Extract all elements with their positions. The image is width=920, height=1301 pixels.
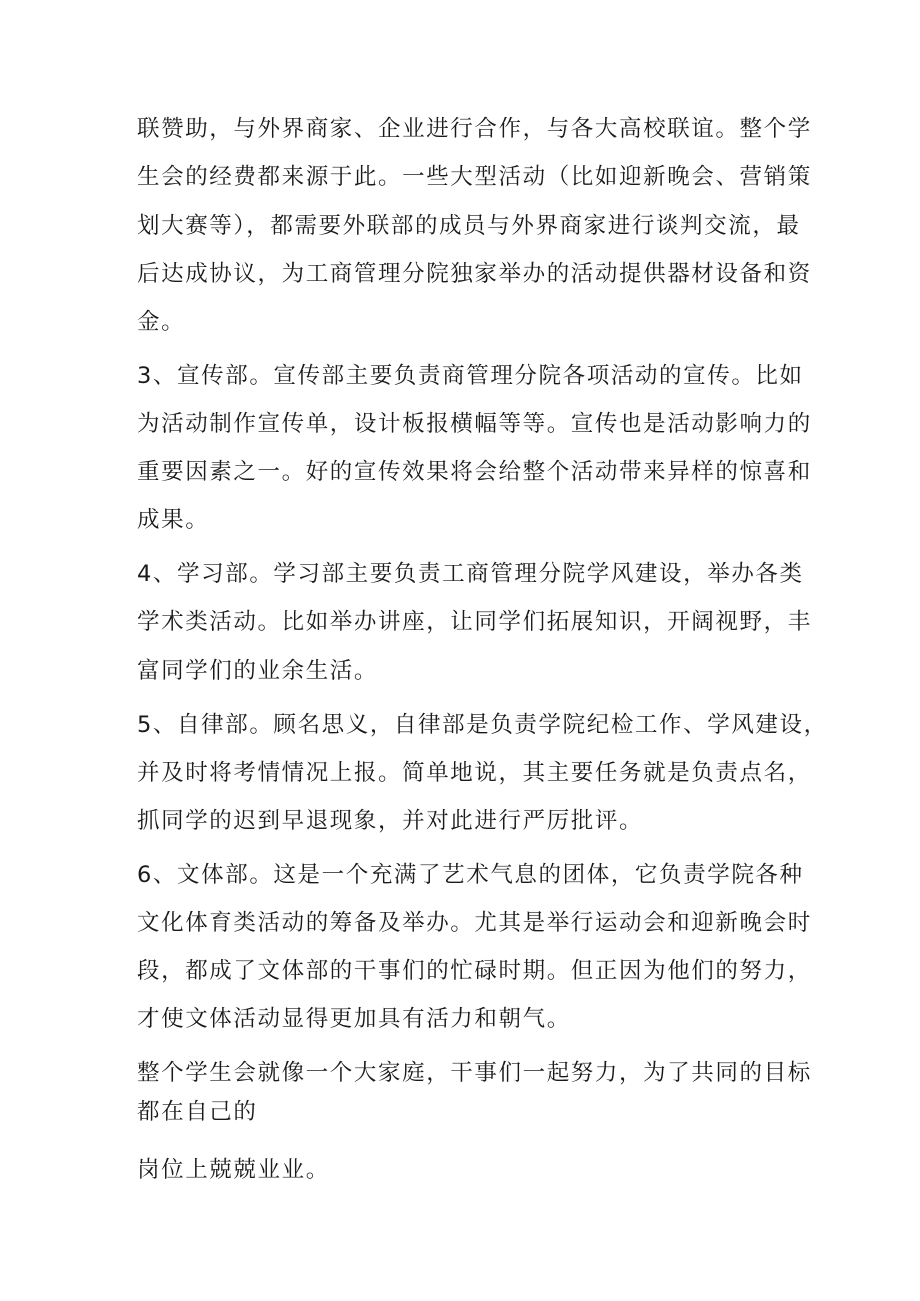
text-line: 成果。 — [137, 507, 210, 533]
text-line: 划大赛等），都需要外联部的成员与外界商家进行谈判交流，最 — [137, 213, 801, 239]
text-line: 5、自律部。顾名思义，自律部是负责学院纪检工作、学风建设， — [137, 712, 828, 738]
text-line: 6、文体部。这是一个充满了艺术气息的团体，它负责学院各种 — [137, 862, 804, 888]
text-line: 抓同学的迟到早退现象，并对此进行严厉批评。 — [137, 808, 644, 834]
text-line: 整个学生会就像一个大家庭，干事们一起努力，为了共同的目标 — [137, 1060, 812, 1086]
text-line: 后达成协议，为工商管理分院独家举办的活动提供器材设备和资 — [137, 261, 812, 287]
text-line: 4、学习部。学习部主要负责工商管理分院学风建设，举办各类 — [137, 561, 804, 587]
text-line: 3、宣传部。宣传部主要负责商管理分院各项活动的宣传。比如 — [137, 363, 804, 389]
text-line: 富同学们的业余生活。 — [137, 658, 379, 684]
text-line: 并及时将考情情况上报。简单地说，其主要任务就是负责点名， — [137, 760, 812, 786]
text-line: 都在自己的 — [137, 1099, 258, 1125]
text-line: 学术类活动。比如举办讲座，让同学们拓展知识，开阔视野，丰 — [137, 609, 812, 635]
text-line: 岗位上兢兢业业。 — [137, 1157, 330, 1183]
text-line: 重要因素之一。好的宣传效果将会给整个活动带来异样的惊喜和 — [137, 459, 812, 485]
text-line: 联赞助，与外界商家、企业进行合作，与各大高校联谊。整个学 — [137, 116, 812, 142]
text-line: 为活动制作宣传单，设计板报横幅等等。宣传也是活动影响力的 — [137, 411, 812, 437]
text-line: 金。 — [137, 309, 186, 335]
text-line: 生会的经费都来源于此。一些大型活动（比如迎新晚会、营销策 — [137, 164, 812, 190]
text-line: 才使文体活动显得更加具有活力和朝气。 — [137, 1006, 571, 1032]
text-line: 文化体育类活动的筹备及举办。尤其是举行运动会和迎新晚会时 — [137, 910, 812, 936]
text-line: 段，都成了文体部的干事们的忙碌时期。但正因为他们的努力， — [137, 958, 812, 984]
